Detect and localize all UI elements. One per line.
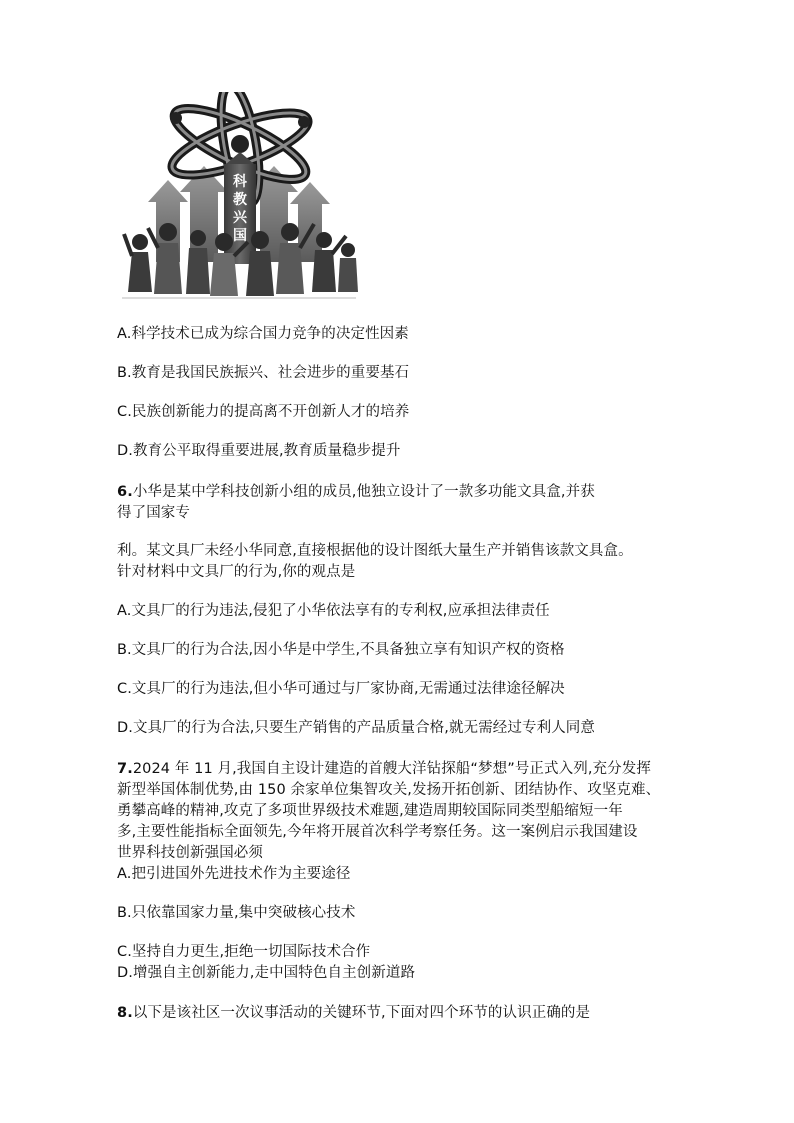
q6-option-a: A.文具厂的行为违法,侵犯了小华依法享有的专利权,应承担法律责任 [117, 603, 550, 619]
science-education-graphic [118, 92, 360, 302]
q7-number: 7. [117, 761, 133, 777]
q7-option-c: C.坚持自力更生,拒绝一切国际技术合作 [117, 944, 371, 960]
sign-char-1: 科 [233, 174, 247, 190]
q6-option-c: C.文具厂的行为违法,但小华可通过与厂家协商,无需通过法律途径解决 [117, 681, 565, 697]
q6-stem-line-1 [117, 482, 595, 503]
q6-option-b: B.文具厂的行为合法,因小华是中学生,不具备独立享有知识产权的资格 [117, 642, 565, 658]
q7-stem-line-4: 多,主要性能指标全面领先,今年将开展首次科学考察任务。这一案例启示我国建设 [117, 824, 638, 840]
q5-option-c: C.民族创新能力的提高离不开创新人才的培养 [117, 404, 410, 420]
q7-option-b: B.只依靠国家力量,集中突破核心技术 [117, 905, 356, 921]
q6-stem-line-4: 针对材料中文具厂的行为,你的观点是 [117, 564, 356, 580]
q8-stem-text-1: 以下是该社区一次议事活动的关键环节,下面对四个环节的认识正确的是 [132, 1005, 591, 1021]
q7-option-a: A.把引进国外先进技术作为主要途径 [117, 866, 351, 882]
atom-nucleus [231, 135, 249, 153]
q5-option-b: B.教育是我国民族振兴、社会进步的重要基石 [117, 365, 410, 381]
sign-char-4: 国 [233, 228, 247, 244]
q7-option-d: D.增强自主创新能力,走中国特色自主创新道路 [117, 965, 416, 981]
q5-option-a: A.科学技术已成为综合国力竞争的决定性因素 [117, 326, 409, 342]
q6-stem-line-2: 得了国家专 [117, 505, 190, 521]
q7-stem-line-2: 新型举国体制优势,由 150 余家单位集智攻关,发扬开拓创新、团结协作、攻坚克难、 [117, 782, 661, 798]
science-education-illustration [118, 92, 360, 302]
q7-stem-line-5: 世界科技创新强国必须 [117, 845, 263, 861]
q6-option-d: D.文具厂的行为合法,只要生产销售的产品质量合格,就无需经过专利人同意 [117, 720, 595, 736]
q7-stem-line-3: 勇攀高峰的精神,攻克了多项世界级技术难题,建造周期较国际同类型船缩短一年 [117, 803, 623, 819]
q7-stem-line-1 [117, 759, 651, 780]
q6-stem-text-1: 小华是某中学科技创新小组的成员,他独立设计了一款多功能文具盒,并获 [132, 484, 595, 500]
q5-option-d: D.教育公平取得重要进展,教育质量稳步提升 [117, 443, 401, 459]
q6-stem-line-3: 利。某文具厂未经小华同意,直接根据他的设计图纸大量生产并销售该款文具盒。 [117, 543, 633, 559]
q7-stem-text-1: 2024 年 11 月,我国自主设计建造的首艘大洋钻探船“梦想”号正式入列,充分发挥 [132, 761, 651, 777]
q8-number: 8. [117, 1005, 133, 1021]
sign-char-3: 兴 [233, 210, 247, 226]
q8-stem-line-1 [117, 1003, 590, 1024]
sign-char-2: 教 [233, 192, 247, 208]
q6-number: 6. [117, 484, 133, 500]
